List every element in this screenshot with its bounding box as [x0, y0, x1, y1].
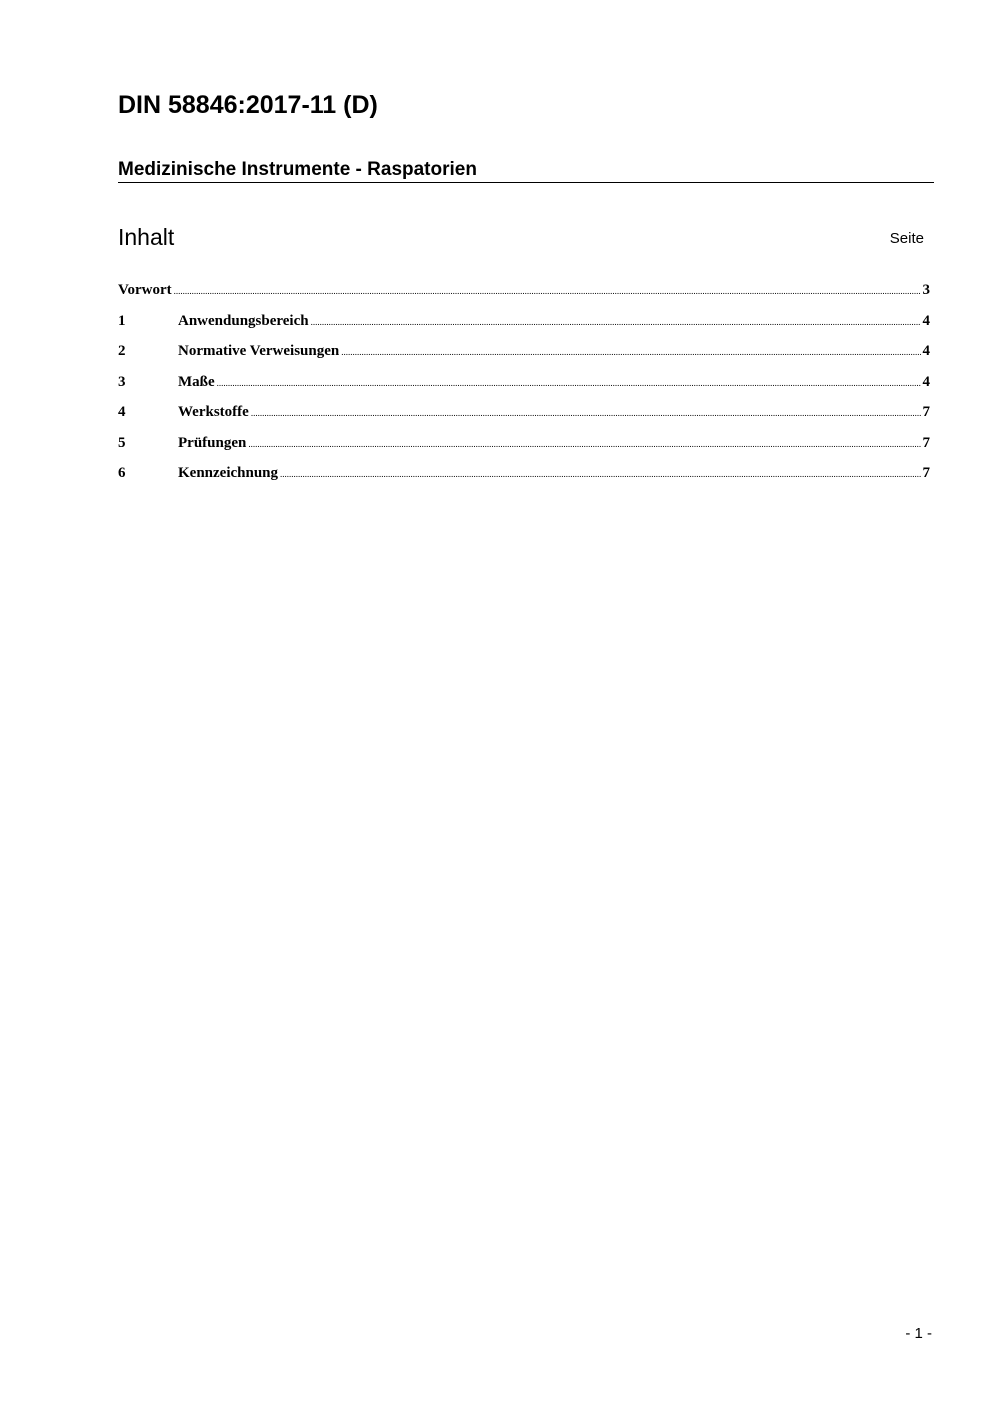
- toc-entry-page: 4: [922, 312, 930, 329]
- toc-dot-leader: [174, 280, 921, 302]
- toc-entry-page: 4: [922, 373, 930, 390]
- toc-entry-number: 6: [118, 465, 126, 481]
- toc-entry-page: 7: [922, 434, 930, 451]
- toc-entry-title: Normative Verweisungen: [178, 343, 340, 359]
- toc-entry-page: 4: [922, 343, 930, 359]
- toc-entry-page: 3: [922, 282, 930, 298]
- toc-entry-title: Anwendungsbereich: [178, 312, 309, 329]
- toc-entry-anwendungsbereich[interactable]: [118, 310, 930, 341]
- toc-entry-title: Prüfungen: [178, 434, 247, 451]
- toc-entry-normative-verweisungen[interactable]: [118, 340, 930, 371]
- toc-entry-masse[interactable]: [118, 371, 930, 402]
- toc-entry-title: Werkstoffe: [178, 404, 249, 420]
- toc-entry-kennzeichnung[interactable]: [118, 462, 930, 493]
- toc-entry-pruefungen[interactable]: [118, 432, 930, 463]
- document-subtitle: Medizinische Instrumente - Raspatorien: [118, 158, 934, 183]
- document-id: DIN 58846:2017-11 (D): [118, 91, 378, 119]
- toc-dot-leader: [248, 433, 920, 455]
- toc-entry-vorwort[interactable]: [118, 279, 930, 310]
- toc-heading: Inhalt: [118, 224, 175, 250]
- toc-entry-number: 1: [118, 312, 126, 329]
- toc-entry-title: Kennzeichnung: [178, 465, 279, 481]
- table-of-contents: [118, 279, 930, 493]
- toc-entry-number: 4: [118, 404, 126, 420]
- toc-entry-werkstoffe[interactable]: [118, 401, 930, 432]
- toc-dot-leader: [341, 341, 920, 363]
- page-number: - 1 -: [905, 1325, 932, 1342]
- toc-dot-leader: [217, 372, 921, 394]
- toc-page-label: Seite: [889, 230, 924, 247]
- toc-entry-page: 7: [922, 465, 930, 481]
- toc-dot-leader: [280, 463, 920, 485]
- toc-dot-leader: [311, 311, 921, 333]
- toc-dot-leader: [251, 402, 921, 424]
- toc-entry-number: 2: [118, 343, 126, 359]
- toc-entry-number: 3: [118, 373, 126, 390]
- toc-entry-title: Maße: [178, 373, 215, 390]
- toc-entry-title: Vorwort: [118, 282, 172, 298]
- toc-entry-page: 7: [922, 404, 930, 420]
- toc-entry-number: 5: [118, 434, 126, 451]
